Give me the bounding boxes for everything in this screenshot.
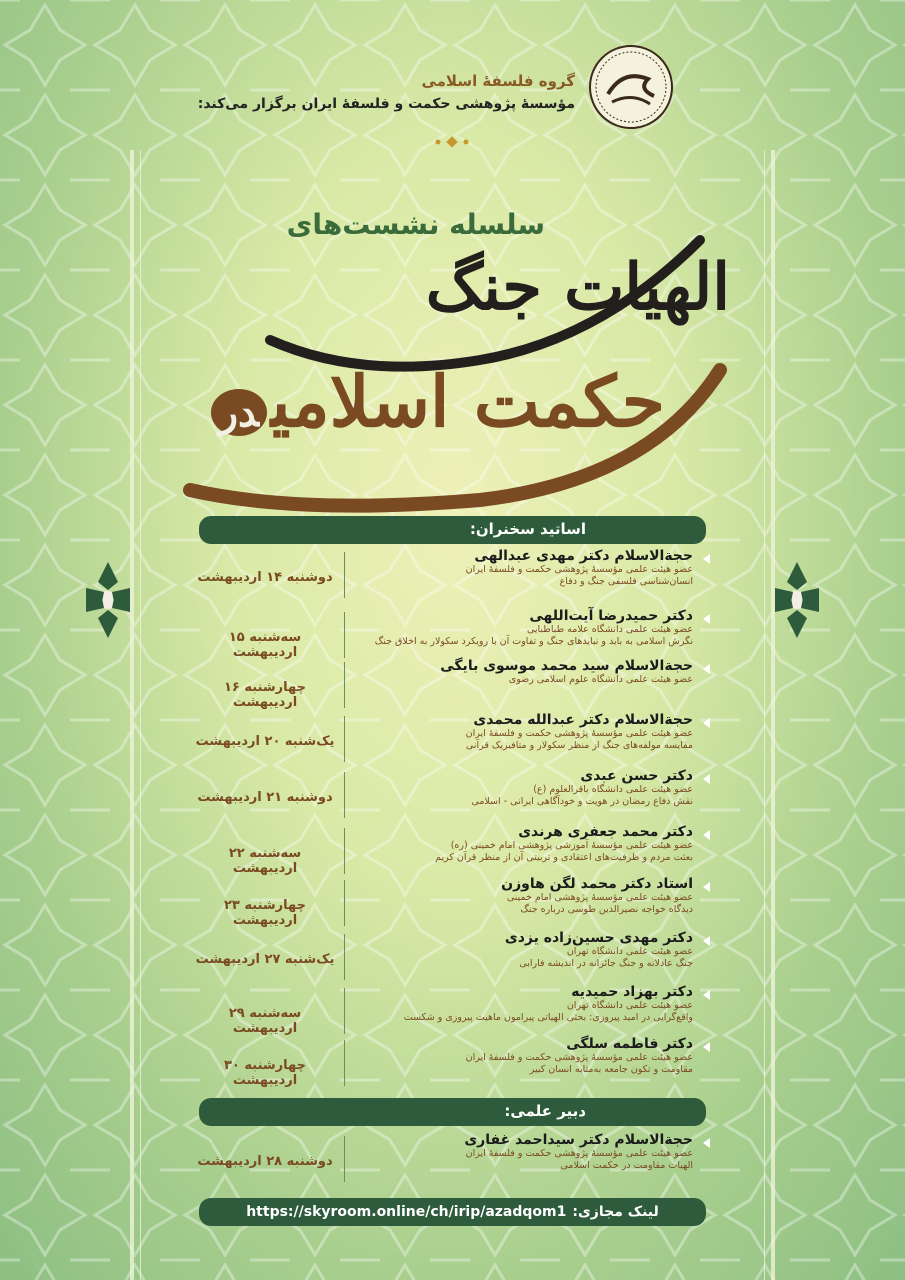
speaker-name: دکتر مهدی حسین‌زاده یزدی bbox=[504, 930, 693, 946]
speaker-affiliation: عضو هیئت علمی دانشگاه علوم اسلامی رضوی bbox=[508, 674, 693, 685]
bullet-arrow-icon bbox=[703, 554, 710, 564]
speaker-topic: نگرش اسلامی به باید و نبایدهای جنگ و تفاوت آن با رویکرد سکولار به اخلاق جنگ bbox=[374, 636, 693, 647]
speaker-info bbox=[345, 548, 693, 588]
session-date: یک‌شنبه ۲۰ اردیبهشت bbox=[195, 734, 335, 749]
session-date: سه‌شنبه ۲۲ اردیبهشت bbox=[228, 846, 302, 876]
speaker-row bbox=[195, 608, 710, 660]
session-date: سه‌شنبه ۱۵ اردیبهشت bbox=[228, 630, 302, 660]
group-name: گروه فلسفۀ اسلامی bbox=[421, 72, 575, 90]
secretary-date: دوشنبه ۲۸ اردیبهشت bbox=[197, 1154, 333, 1169]
speaker-info bbox=[345, 984, 693, 1024]
frame-line-right bbox=[771, 150, 775, 1280]
session-date: سه‌شنبه ۲۹ اردیبهشت bbox=[228, 1006, 302, 1036]
speaker-affiliation: عضو هیئت علمی مؤسسۀ آموزشی پژوهشی امام خمینی (ره) bbox=[450, 840, 693, 851]
secretary-row bbox=[195, 1132, 710, 1184]
speaker-row bbox=[195, 876, 710, 928]
left-flower-ornament bbox=[86, 552, 130, 648]
speaker-name: دکتر حسن عبدی bbox=[580, 768, 693, 784]
bullet-arrow-icon bbox=[703, 936, 710, 946]
speaker-row bbox=[195, 930, 710, 982]
frame-line-right-inner bbox=[764, 150, 765, 1280]
speaker-name: دکتر محمد جعفری هرندی bbox=[518, 824, 693, 840]
speakers-heading: اساتید سخنران: bbox=[199, 516, 706, 544]
speaker-affiliation: عضو هیئت علمی دانشگاه تهران bbox=[566, 946, 693, 957]
speaker-affiliation: عضو هیئت علمی دانشگاه باقرالعلوم (ع) bbox=[533, 784, 693, 795]
bullet-arrow-icon bbox=[703, 1138, 710, 1148]
speaker-row bbox=[195, 548, 710, 600]
frame-line-left-inner bbox=[140, 150, 141, 1280]
speaker-info bbox=[345, 876, 693, 916]
main-title-line2-text: حکمت اسلامی bbox=[271, 360, 665, 443]
speaker-affiliation: عضو هیئت علمی دانشگاه تهران bbox=[566, 1000, 693, 1011]
speaker-affiliation: عضو هیئت علمی دانشگاه علامه طباطبایی bbox=[526, 624, 693, 635]
secretary-heading: دبیر علمی: bbox=[199, 1098, 706, 1126]
frame-line-left bbox=[130, 150, 134, 1280]
speaker-row bbox=[195, 658, 710, 710]
institute-seal-logo bbox=[588, 44, 674, 130]
title-preposition: در bbox=[211, 389, 267, 436]
speaker-row bbox=[195, 984, 710, 1036]
link-label: لینک مجازی: bbox=[572, 1204, 659, 1220]
speaker-name: حجة‌الاسلام دکتر مهدی عبدالهی bbox=[474, 548, 693, 564]
speaker-affiliation: عضو هیئت علمی مؤسسۀ پژوهشی حکمت و فلسفۀ ایران bbox=[465, 728, 693, 739]
session-date: چهارشنبه ۲۳ اردیبهشت bbox=[224, 898, 306, 928]
speaker-info bbox=[345, 768, 693, 808]
speaker-row bbox=[195, 712, 710, 764]
speaker-row bbox=[195, 824, 710, 876]
speaker-topic: واقع‌گرایی در امید پیروزی: بحثی الهیاتی پیرامون ماهیت پیروزی و شکست bbox=[403, 1012, 693, 1023]
right-flower-ornament bbox=[775, 552, 819, 648]
bullet-arrow-icon bbox=[703, 830, 710, 840]
bullet-arrow-icon bbox=[703, 774, 710, 784]
session-date: چهارشنبه ۳۰ اردیبهشت bbox=[224, 1058, 306, 1088]
speaker-topic: مقایسه مولفه‌های جنگ از منظر سکولار و متافیزیک قرآنی bbox=[465, 740, 693, 751]
speaker-topic: بعثت مردم و ظرفیت‌های اعتقادی و تربیتی آن از منظر قرآن کریم bbox=[435, 852, 693, 863]
main-title-line1: الهیات جنگ bbox=[425, 250, 730, 325]
secretary-topic: الهیات مقاومت در حکمت اسلامی bbox=[560, 1160, 693, 1171]
main-title-line2 bbox=[207, 360, 665, 443]
speaker-info bbox=[345, 824, 693, 864]
speaker-topic: انسان‌شناسی فلسفی جنگ و دفاع bbox=[559, 576, 693, 587]
speaker-name: استاد دکتر محمد لگن هاوزن bbox=[501, 876, 693, 892]
speaker-row bbox=[195, 768, 710, 820]
session-date: چهارشنبه ۱۶ اردیبهشت bbox=[224, 680, 306, 710]
speaker-affiliation: عضو هیئت علمی مؤسسۀ پژوهشی حکمت و فلسفۀ ایران bbox=[465, 564, 693, 575]
session-date: دوشنبه ۲۱ اردیبهشت bbox=[197, 790, 333, 805]
speaker-affiliation: عضو هیئت علمی مؤسسۀ پژوهشی امام خمینی bbox=[506, 892, 693, 903]
bullet-arrow-icon bbox=[703, 882, 710, 892]
speaker-info bbox=[345, 930, 693, 970]
speaker-name: دکتر فاطمه سلگی bbox=[566, 1036, 693, 1052]
bullet-arrow-icon bbox=[703, 990, 710, 1000]
speaker-name: دکتر بهزاد حمیدیه bbox=[571, 984, 693, 1000]
speaker-topic: جنگ عادلانه و جنگ جائرانه در اندیشه فارابی bbox=[519, 958, 693, 969]
bullet-arrow-icon bbox=[703, 664, 710, 674]
link-url[interactable]: https://skyroom.online/ch/irip/azadqom1 bbox=[246, 1204, 567, 1220]
header-divider-ornament bbox=[432, 132, 472, 152]
secretary-affiliation: عضو هیئت علمی مؤسسۀ پژوهشی حکمت و فلسفۀ ایران bbox=[465, 1148, 693, 1159]
speaker-row bbox=[195, 1036, 710, 1088]
speaker-topic: نقش دفاع رمضان در هویت و خودآگاهی ایرانی - اسلامی bbox=[471, 796, 693, 807]
session-date: یک‌شنبه ۲۷ اردیبهشت bbox=[195, 952, 335, 967]
speaker-name: حجة‌الاسلام سید محمد موسوی بایگی bbox=[440, 658, 693, 674]
speaker-name: حجة‌الاسلام دکتر عبدالله محمدی bbox=[473, 712, 693, 728]
institute-name: مؤسسۀ پژوهشی حکمت و فلسفۀ ایران برگزار می‌کند: bbox=[197, 96, 575, 112]
secretary-name: حجة‌الاسلام دکتر سیداحمد غفاری bbox=[464, 1132, 693, 1148]
speaker-info bbox=[345, 658, 693, 686]
virtual-link-bar bbox=[199, 1198, 706, 1226]
speaker-info bbox=[345, 712, 693, 752]
organizer bbox=[198, 72, 575, 112]
speaker-info bbox=[345, 1036, 693, 1076]
secretary-info bbox=[345, 1132, 693, 1172]
speaker-topic: دیدگاه خواجه نصیرالدین طوسی درباره جنگ bbox=[520, 904, 693, 915]
speaker-affiliation: عضو هیئت علمی مؤسسۀ پژوهشی حکمت و فلسفۀ ایران bbox=[465, 1052, 693, 1063]
bullet-arrow-icon bbox=[703, 614, 710, 624]
session-date: دوشنبه ۱۴ اردیبهشت bbox=[197, 570, 333, 585]
speaker-topic: مقاومت و تکون جامعه به‌مثابه انسان کبیر bbox=[529, 1064, 693, 1075]
bullet-arrow-icon bbox=[703, 1042, 710, 1052]
speaker-name: دکتر حمیدرضا آیت‌اللهی bbox=[529, 608, 693, 624]
series-label: سلسله نشست‌های bbox=[286, 208, 545, 241]
bullet-arrow-icon bbox=[703, 718, 710, 728]
speaker-info bbox=[345, 608, 693, 648]
